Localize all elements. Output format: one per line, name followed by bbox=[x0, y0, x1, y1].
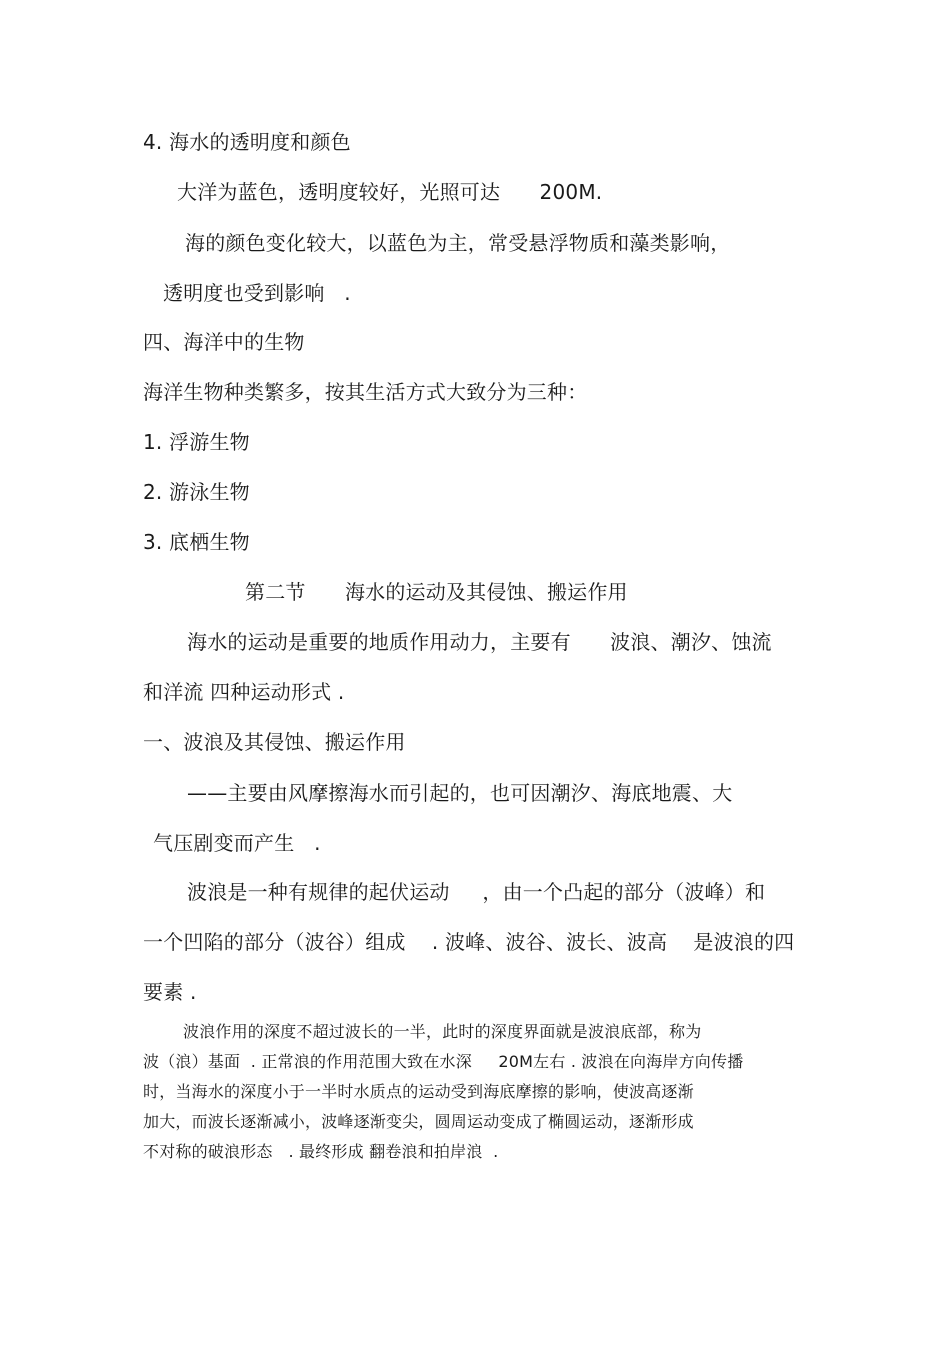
paragraph-wave-definition-cont: 一个凹陷的部分（波谷）组成 . 波峰、波谷、波长、波高 是波浪的四 bbox=[143, 930, 795, 954]
paragraph-wave-depth-2: 波（浪）基面 . 正常浪的作用范围大致在水深 20M左右 . 波浪在向海岸方向传播 bbox=[143, 1052, 744, 1071]
paragraph-sea-color-cont: 透明度也受到影响 . bbox=[163, 281, 351, 305]
paragraph-wave-cause: ——主要由风摩擦海水而引起的，也可因潮汐、海底地震、大 bbox=[187, 781, 733, 805]
list-item-plankton: 1. 浮游生物 bbox=[143, 430, 250, 454]
section-title: 第二节 海水的运动及其侵蚀、搬运作用 bbox=[245, 580, 628, 604]
paragraph-wave-depth: 波浪作用的深度不超过波长的一半，此时的深度界面就是波浪底部，称为 bbox=[183, 1022, 702, 1041]
paragraph-wave-depth-3: 时，当海水的深度小于一半时水质点的运动受到海底摩擦的影响，使波高逐渐 bbox=[143, 1082, 694, 1101]
paragraph-ocean-blue: 大洋为蓝色，透明度较好，光照可达 200M. bbox=[177, 180, 603, 204]
paragraph-wave-depth-5: 不对称的破浪形态 . 最终形成 翻卷浪和拍岸浪 . bbox=[143, 1142, 499, 1161]
heading-transparency-color: 4. 海水的透明度和颜色 bbox=[143, 130, 351, 154]
paragraph-seawater-motion-cont: 和洋流 四种运动形式 . bbox=[143, 680, 345, 704]
paragraph-wave-depth-4: 加大，而波长逐渐减小，波峰逐渐变尖，圆周运动变成了椭圆运动，逐渐形成 bbox=[143, 1112, 694, 1131]
heading-waves: 一、波浪及其侵蚀、搬运作用 bbox=[143, 730, 406, 754]
paragraph-sea-color: 海的颜色变化较大，以蓝色为主，常受悬浮物质和藻类影响， bbox=[185, 231, 731, 255]
paragraph-wave-definition-end: 要素 . bbox=[143, 980, 197, 1004]
paragraph-wave-definition: 波浪是一种有规律的起伏运动 ，由一个凸起的部分（波峰）和 bbox=[187, 880, 766, 904]
list-item-nekton: 2. 游泳生物 bbox=[143, 480, 250, 504]
paragraph-marine-life-types: 海洋生物种类繁多，按其生活方式大致分为三种： bbox=[143, 380, 588, 404]
paragraph-wave-cause-cont: 气压剧变而产生 . bbox=[153, 831, 321, 855]
list-item-benthos: 3. 底栖生物 bbox=[143, 530, 250, 554]
paragraph-seawater-motion: 海水的运动是重要的地质作用动力，主要有 波浪、潮汐、蚀流 bbox=[187, 630, 772, 654]
heading-marine-life: 四、海洋中的生物 bbox=[143, 330, 305, 354]
